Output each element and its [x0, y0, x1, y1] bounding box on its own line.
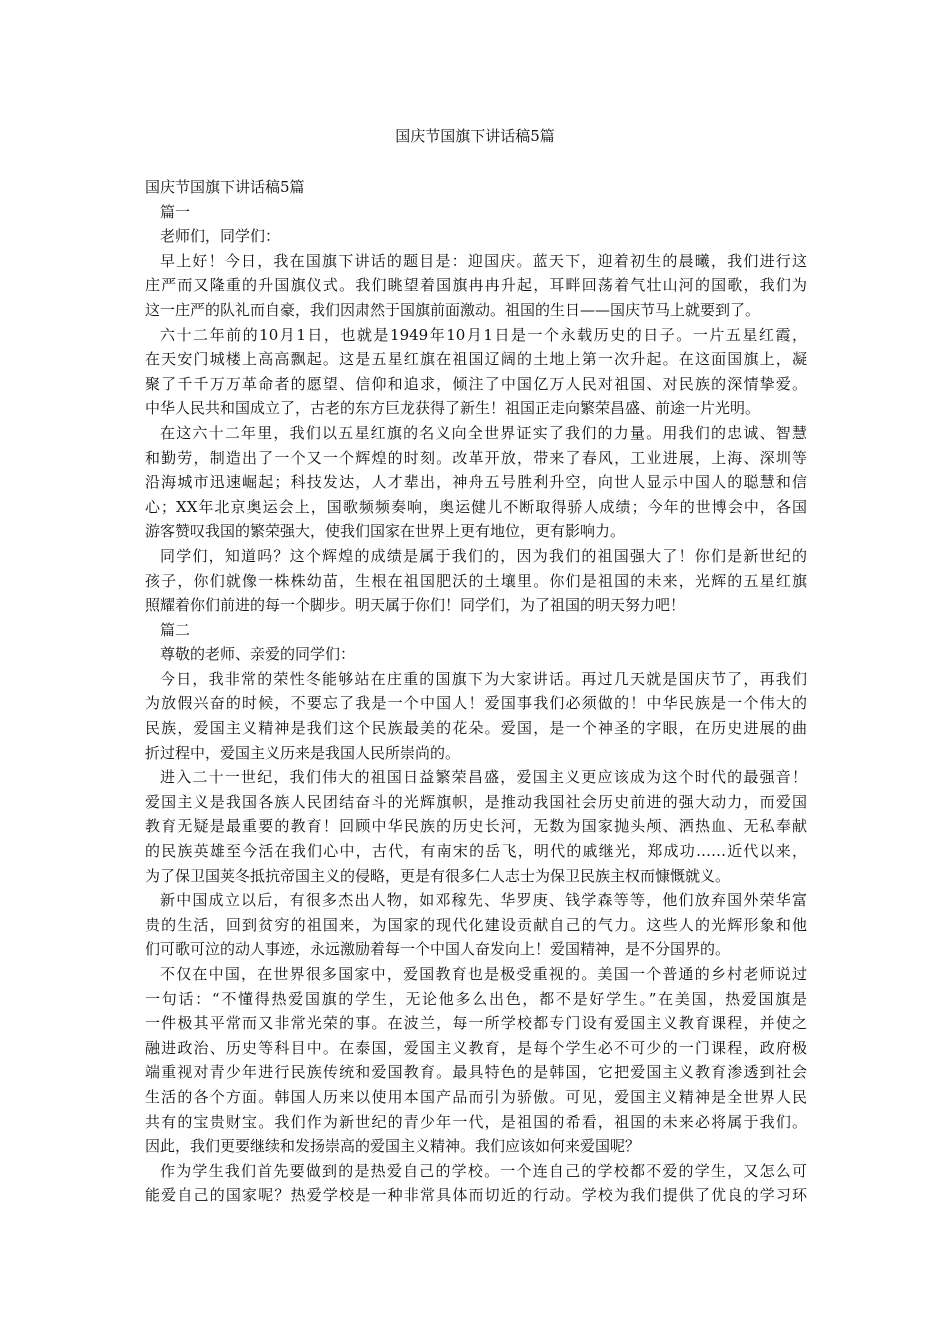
paragraph-line: 庄严而又隆重的升国旗仪式。我们眺望着国旗冉冉升起，耳畔回荡着气壮山河的国歌，我们为 [145, 276, 807, 295]
paragraph-line: 一件极其平常而又非常光荣的事。在波兰，每一所学校都专门设有爱国主义教育课程，并使之 [145, 1014, 807, 1033]
section-heading: 篇一 [160, 202, 191, 221]
document-body [145, 175, 807, 1208]
paragraph-line: 沿海城市迅速崛起；科技发达，人才辈出，神舟五号胜利升空，向世人显示中国人的聪慧和信 [145, 473, 807, 492]
document-title: 国庆节国旗下讲话稿5篇 [395, 127, 555, 145]
paragraph-line: 新中国成立以后，有很多杰出人物，如邓稼先、华罗庚、钱学森等等，他们放弃国外荣华富 [160, 891, 807, 910]
paragraph-line: 中华人民共和国成立了，古老的东方巨龙获得了新生！祖国正走向繁荣昌盛、前途一片光明。 [145, 399, 761, 418]
paragraph [145, 421, 807, 544]
paragraph-line: 融进政治、历史等科目中。在泰国，爱国主义教育，是每个学生必不可少的一门课程，政府极 [145, 1038, 807, 1057]
paragraph-line: 游客赞叹我国的繁荣强大，使我们国家在世界上更有地位，更有影响力。 [145, 522, 626, 541]
paragraph-line: 能爱自己的国家呢？热爱学校是一种非常具体而切近的行动。学校为我们提供了优良的学习环 [145, 1186, 807, 1205]
paragraph-line: 和勤劳，制造出了一个又一个辉煌的时刻。改革开放，带来了春风，工业进展，上海、深圳等 [145, 448, 807, 467]
paragraph-line: 民族，爱国主义精神是我们这个民族最美的花朵。爱国，是一个神圣的字眼，在历史进展的曲 [145, 719, 807, 738]
paragraph-line: 孩子，你们就像一株株幼苗，生根在祖国肥沃的土壤里。你们是祖国的未来，光辉的五星红旗 [145, 571, 807, 590]
paragraph-line: 不仅在中国，在世界很多国家中，爱国教育也是极受重视的。美国一个普通的乡村老师说过 [160, 965, 807, 983]
paragraph-line: 在这六十二年里，我们以五星红旗的名义向全世界证实了我们的力量。用我们的忠诚、智慧 [160, 423, 807, 442]
paragraph [145, 1159, 807, 1208]
paragraph-line: 折过程中，爱国主义历来是我国人民所崇尚的。 [145, 743, 461, 762]
section-greeting: 老师们，同学们： [160, 227, 281, 246]
paragraph-line: 进入二十一世纪，我们伟大的祖国日益繁荣昌盛，爱国主义更应该成为这个时代的最强音！ [160, 768, 807, 787]
paragraph-line: 这一庄严的队礼而自豪，我们因肃然于国旗前面激动。祖国的生日——国庆节马上就要到了。 [145, 300, 761, 319]
paragraph-line: 同学们，知道吗？这个辉煌的成绩是属于我们的，因为我们的祖国强大了！你们是新世纪的 [160, 546, 807, 565]
paragraph [145, 888, 807, 962]
paragraph-line: 为放假兴奋的时候，不要忘了我是一个中国人！爱国事我们必须做的！中华民族是一个伟大的 [145, 694, 807, 713]
section-greeting: 尊敬的老师、亲爱的同学们： [160, 645, 356, 664]
paragraph-line: 共有的宝贵财宝。我们作为新世纪的青少年一代，是祖国的希看，祖国的未来必将属于我们。 [145, 1112, 807, 1131]
paragraph-line: 六十二年前的10月1日，也就是1949年10月1日是一个永载历史的日子。一片五星红霞， [160, 325, 807, 344]
paragraph-line: 的民族英雄至今活在我们心中，古代，有南宋的岳飞，明代的戚继光，郑成功……近代以来， [145, 842, 807, 861]
paragraph-line: 在天安门城楼上高高飘起。这是五星红旗在祖国辽阔的土地上第一次升起。在这面国旗上，凝 [145, 350, 807, 369]
paragraph-line: 心；XX年北京奥运会上，国歌频频奏响，奥运健儿不断取得骄人成绩；今年的世博会中，各国 [145, 497, 807, 516]
paragraph-line: 聚了千千万万革命者的愿望、信仰和追求，倾注了中国亿万人民对祖国、对民族的深情挚爱。 [145, 374, 807, 393]
document-subtitle: 国庆节国旗下讲话稿5篇 [145, 178, 305, 196]
paragraph-line: 今日，我非常的荣性冬能够站在庄重的国旗下为大家讲话。再过几天就是国庆节了，再我们 [160, 669, 807, 688]
paragraph [145, 667, 807, 765]
paragraph [145, 323, 807, 421]
paragraph-line: 照耀着你们前进的每一个脚步。明天属于你们！同学们，为了祖国的明天努力吧！ [145, 596, 686, 615]
paragraph-line: 作为学生我们首先要做到的是热爱自己的学校。一个连自己的学校都不爱的学生，又怎么可 [160, 1161, 807, 1180]
paragraph-line: 早上好！今日，我在国旗下讲话的题目是：迎国庆。蓝天下，迎着初生的晨曦，我们进行这 [160, 251, 807, 270]
paragraph [145, 544, 807, 618]
paragraph-line: 贵的生活，回到贫穷的祖国来，为国家的现代化建设贡献自己的气力。这些人的光辉形象和他 [145, 915, 807, 934]
paragraph-line: 教育无疑是最重要的教育！回顾中华民族的历史长河，无数为国家抛头颅、洒热血、无私奉献 [145, 817, 807, 836]
paragraph-line: 为了保卫国荚冬抵抗帝国主义的侵略，更是有很多仁人志士为保卫民族主权而慷慨就义。 [145, 866, 731, 885]
paragraph-line: 一句话：“不懂得热爱国旗的学生，无论他多么出色，都不是好学生。”在美国，热爱国旗是 [145, 989, 807, 1008]
paragraph-line: 因此，我们更要继续和发扬崇高的爱国主义精神。我们应该如何来爱国呢？ [145, 1137, 641, 1156]
paragraph [145, 249, 807, 323]
paragraph [145, 962, 807, 1159]
paragraph [145, 765, 807, 888]
paragraph-line: 端重视对青少年进行民族传统和爱国教育。最具特色的是韩国，它把爱国主义教育渗透到社会 [145, 1063, 807, 1082]
paragraph-line: 生活的各个方面。韩国人历来以使用本国产品而引为骄傲。可见，爱国主义精神是全世界人民 [145, 1087, 807, 1106]
paragraph-line: 爱国主义是我国各族人民团结奋斗的光辉旗帜，是推动我国社会历史前进的强大动力，而爱国 [145, 792, 807, 811]
section-heading: 篇二 [160, 620, 191, 639]
paragraph-line: 们可歌可泣的动人事迹，永远激励着每一个中国人奋发向上！爱国精神，是不分国界的。 [145, 940, 731, 959]
